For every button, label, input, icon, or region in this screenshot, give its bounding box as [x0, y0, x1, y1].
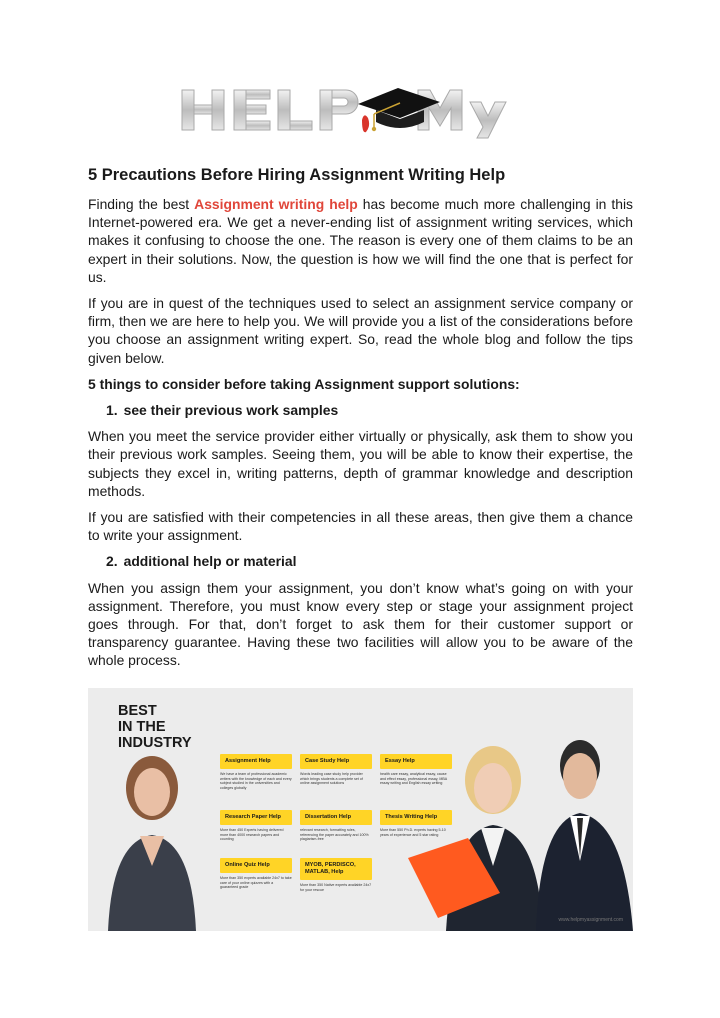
list-subheading: 5 things to consider before taking Assignment support solutions: — [88, 375, 520, 392]
list-item-1 — [106, 401, 633, 419]
banner-title-line-1: BEST — [118, 703, 157, 719]
service-card-title: Assignment Help — [220, 754, 292, 769]
service-card-desc: More than 550 Ph.D. experts having 5-10 years of experience and 5 star rating — [380, 828, 446, 837]
list-number-1: 1. — [106, 402, 118, 419]
paragraph-4: If you are satisfied with their competencies in all these areas, then give them a chance to write your assignment. — [88, 509, 633, 544]
list-item-2 — [106, 552, 633, 570]
banner-url: www.helpmyassignment.com — [558, 917, 623, 923]
banner-title-line-2: IN THE — [118, 719, 166, 735]
list-number-2: 2. — [106, 553, 118, 570]
banner-title-line-3: INDUSTRY — [118, 735, 192, 751]
service-card-desc: health care essay, analytical essay, cause and effect essay, professional essay, MBA essay writing and English essay writing — [380, 772, 447, 786]
banner-title — [118, 703, 192, 751]
intro-paragraph — [88, 195, 633, 286]
intro-text-start: Finding the best — [88, 196, 195, 212]
service-card-title: Dissertation Help — [300, 810, 372, 825]
service-card-desc: More than 350 Native experts available 24x7 for your rescue — [300, 883, 372, 892]
list-text-1: see their previous work samples — [123, 402, 339, 419]
service-card-desc: More than 350 experts available 24x7 to take care of your online quizzes with a guaranteed grade — [220, 876, 292, 890]
service-card-desc: We have a team of professional academic writers with the knowledge of each and every subject studied in the universities and colleges globally — [220, 772, 292, 790]
service-card — [380, 810, 452, 837]
helpmy-logo — [178, 78, 538, 150]
service-card — [220, 810, 292, 842]
paragraph-3: When you meet the service provider either virtually or physically, ask them to show you their previous work samples. Seeing them, you will be able to know their expertise, the subjects they excel in, writing patterns, depth of grammar knowledge and description methods. — [88, 428, 633, 499]
list-text-2: additional help or material — [123, 553, 297, 570]
service-card-desc: More than 450 Experts having delivered more than 4000 research papers and counting — [220, 828, 284, 842]
service-card-title: Case Study Help — [300, 754, 372, 769]
service-card-title: MYOB, PERDISCO, MATLAB, Help — [300, 858, 372, 880]
article — [88, 164, 633, 678]
service-card — [300, 754, 372, 786]
service-card — [220, 754, 292, 790]
services-banner — [88, 688, 633, 931]
service-card-title: Research Paper Help — [220, 810, 292, 825]
service-card-title: Essay Help — [380, 754, 452, 769]
assignment-writing-help-link[interactable]: Assignment writing help — [194, 196, 358, 212]
paragraph-5: When you assign them your assignment, you don’t know what’s going on with your assignment. Therefore, you must know every step or stage your assignment project goes through. For that, don’t forget to ask them for their customer support or transparency guarantee. Having these two facilities will allow you to be aware of the whole process. — [88, 579, 633, 669]
article-title: 5 Precautions Before Hiring Assignment Writing Help — [88, 166, 506, 184]
service-card-desc: Words leading case study help provider which brings students a complete set of online assignment solutions — [300, 772, 363, 786]
service-card — [300, 858, 372, 892]
service-card-title: Online Quiz Help — [220, 858, 292, 873]
service-card — [220, 858, 292, 890]
service-card-desc: relevant research, formatting rules, referencing the paper accurately and 100% plagiarism-free — [300, 828, 369, 842]
service-card — [380, 754, 452, 786]
paragraph-2: If you are in quest of the techniques used to select an assignment service company or firm, then we are here to help you. We will provide you a list of the considerations before you choose an assignment writing expert. So, read the whole blog and follow the tips given below. — [88, 295, 633, 366]
service-card-title: Thesis Writing Help — [380, 810, 452, 825]
intro-text-end: has become much more challenging in this Internet-powered era. We get a never-ending list of assignment writing services, which makes it confusing to choose the one. The reason is every one of them claims to be an expert in their solutions. Now, the question is how we will find the one that is perfect for us. — [88, 196, 634, 285]
service-card — [300, 810, 372, 842]
